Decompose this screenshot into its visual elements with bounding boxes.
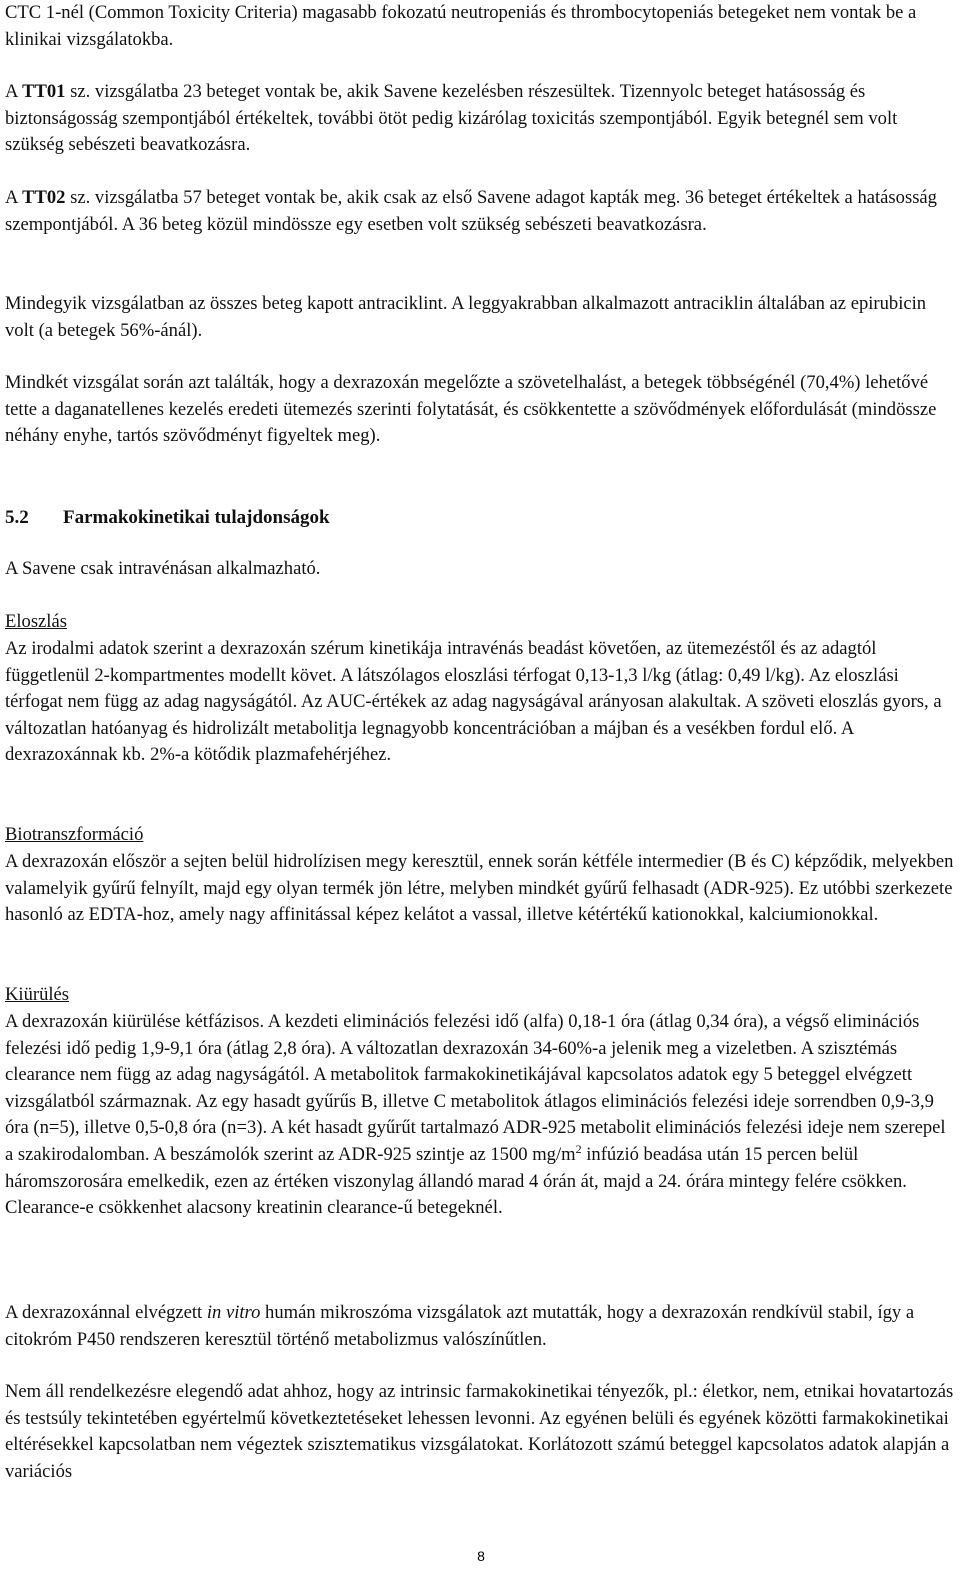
tt02-paragraph: A TT02 sz. vizsgálatba 57 beteget vontak be, akik csak az első Savene adagot kapták meg. 36 beteget értékeltek a hatásosság szempontjából. A 36 beteg közül mindössze egy esetben volt szükség sebészeti beavatkozásra. (5, 187, 937, 235)
intro-paragraph: CTC 1-nél (Common Toxicity Criteria) magasabb fokozatú neutropeniás és thrombocytopeniás betegeket nem vontak be a klinikai vizsgálatokba. (5, 2, 917, 50)
in-vitro-italic: in vitro (206, 1302, 261, 1323)
section-number: 5.2 (5, 507, 29, 528)
section-heading (5, 505, 330, 532)
intrinsic-paragraph: Nem áll rendelkezésre elegendő adat ahhoz, hogy az intrinsic farmakokinetikai tényezők, pl.: életkor, nem, etnikai hovatartozás és testsúly tekintetében egyértelmű következtetéseket lehessen levonni. Az egyénen belüli és egyének közötti farmakokinetikai eltérésekkel kapcsolatban nem végeztek szisztematikus vizsgálatokat. Korlátozott számú beteggel kapcsolatos adatok alapján a variációs (5, 1381, 954, 1482)
in-vitro-paragraph: A dexrazoxánnal elvégzett in vitro humán mikroszóma vizsgálatok azt mutatták, hogy a dexrazoxán rendkívül stabil, így a citokróm P450 rendszeren keresztül történő metabolizmus valószínűtlen. (5, 1302, 915, 1350)
tt02-code: TT02 (22, 187, 66, 208)
anthracycline-paragraph: Mindegyik vizsgálatban az összes beteg kapott antraciklint. A leggyakrabban alkalmazott antraciklin általában az epirubicin volt (a betegek 56%-ánál). (5, 293, 927, 341)
distribution-heading: Eloszlás (5, 611, 67, 632)
tt01-paragraph: A TT01 sz. vizsgálatba 23 beteget vontak be, akik Savene kezelésben részesültek. Tizennyolc beteget hatásosság és biztonságosság szempontjából értékeltek, további ötöt pedig kizárólag toxicitás szempontjából. Egyik betegnél sem volt szükség sebészeti beavatkozásra. (5, 81, 898, 156)
iv-only-paragraph: A Savene csak intravénásan alkalmazható. (5, 558, 321, 579)
section-title: Farmakokinetikai tulajdonságok (63, 507, 330, 528)
both-studies-paragraph: Mindkét vizsgálat során azt találták, hogy a dexrazoxán megelőzte a szövetelhalást, a betegek többségénél (70,4%) lehetővé tette a daganatellenes kezelés eredeti ütemezés szerinti folytatását, és csökkentette a szövődmények előfordulását (mindössze néhány enyhe, tartós szövődményt figyeltek meg). (5, 372, 937, 447)
superscript-2: 2 (575, 1141, 582, 1156)
page-number: 8 (477, 1548, 485, 1564)
tt01-code: TT01 (22, 81, 66, 102)
elimination-paragraph: A dexrazoxán kiürülése kétfázisos. A kezdeti eliminációs felezési idő (alfa) 0,18-1 óra (átlag 0,34 óra), a végső eliminációs felezési idő pedig 1,9-9,1 óra (átlag 2,8 óra). A változatlan dexrazoxán 34-60%-a jelenik meg a vizeletben. A szisztémás clearance nem függ az adag nagyságától. A metabolitok farmakokinetikájával kapcsolatos adatok egy 5 beteggel elvégzett vizsgálatból származnak. Az egy hasadt gyűrűs B, illetve C metabolitok átlagos eliminációs felezési ideje sorrendben 0,9-3,9 óra (n=5), illetve 0,5-0,8 óra (n=3). A két hasadt gyűrűt tartalmazó ADR-925 metabolit eliminációs felezési ideje nem szerepel a szakirodalomban. A beszámolók szerint az ADR-925 szintje az 1500 $mg/m^2$ infúzió beadása után 15 percen belül háromszorosára emelkedik, ezen az értéken viszonylag állandó marad 4 órán át, majd a 24. órára mintegy felére csökken. Clearance-e csökkenhet alacsony kreatinin clearance-ű betegeknél. (5, 1011, 946, 1219)
biotransformation-paragraph: A dexrazoxán először a sejten belül hidrolízisen megy keresztül, ennek során kétféle intermedier (B és C) képződik, melyekben valamelyik gyűrű felnyílt, majd egy olyan termék jön létre, melyben mindkét gyűrű felhasadt (ADR-925). Ez utóbbi szerkezete hasonló az EDTA-hoz, amely nagy affinitással képez kelátot a vassal, illetve kétértékű kationokkal, kalciumionokkal. (5, 851, 954, 926)
biotransformation-heading: Biotranszformáció (5, 824, 144, 845)
elimination-heading: Kiürülés (5, 984, 70, 1005)
distribution-paragraph: Az irodalmi adatok szerint a dexrazoxán szérum kinetikája intravénás beadást követően, az ütemezéstől és az adagtól függetlenül 2-kompartmentes modellt követ. A látszólagos eloszlási térfogat 0,13-1,3 l/kg (átlag: 0,49 l/kg). Az eloszlási térfogat nem függ az adag nagyságától. Az AUC-értékek az adag nagyságával arányosan alakultak. A szöveti eloszlás gyors, a változatlan hatóanyag és hidrolizált metabolitja legnagyobb koncentrációban a májban és a vesékben fordul elő. A dexrazoxánnak kb. 2%-a kötődik plazmafehérjéhez. (5, 638, 942, 766)
